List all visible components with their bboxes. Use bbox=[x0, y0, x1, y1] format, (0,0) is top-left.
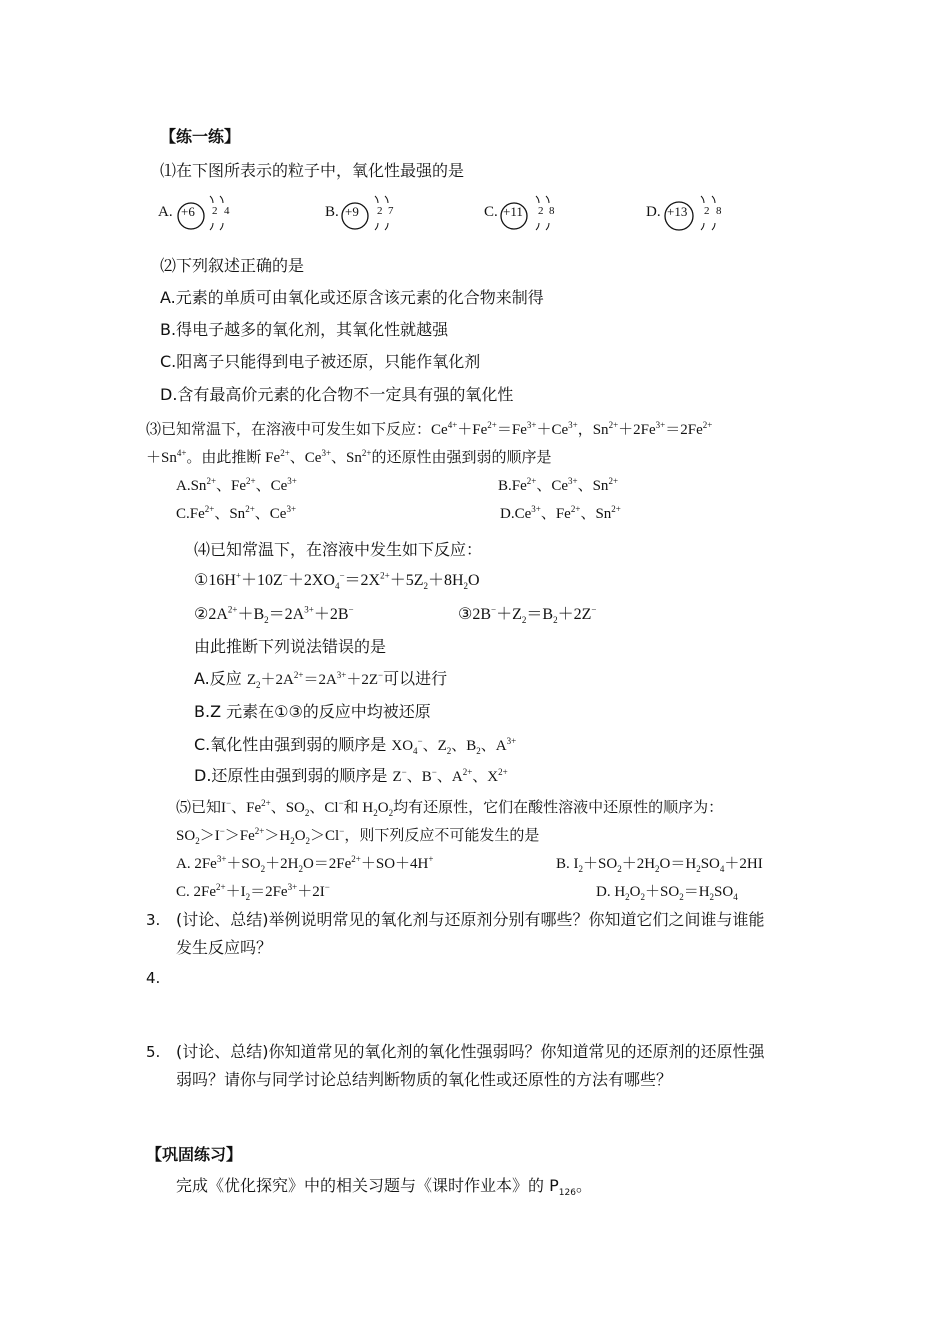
q5-line-2: $SO_2>I^->Fe^{2+}>H_2O_2>Cl^-$，则下列反应不可能发生的是 bbox=[176, 826, 540, 846]
atom-diagram-c bbox=[484, 190, 584, 240]
q3-option-d: $D.Ce^{3+}$、$Fe^{2+}$、$Sn^{2+}$ bbox=[500, 504, 621, 522]
option-label: D. bbox=[500, 506, 515, 522]
q4-question: 由此推断下列说法错误的是 bbox=[194, 637, 387, 656]
atom-diagram-b bbox=[325, 190, 425, 240]
atom-nucleus: +11 bbox=[503, 204, 523, 219]
option-text: D.还原性由强到弱的顺序是 bbox=[194, 766, 393, 785]
q3-option-c: $C.Fe^{2+}$、$Sn^{2+}$、$Ce^{3+}$ bbox=[176, 504, 297, 522]
shell-1-count: 2 bbox=[377, 205, 383, 217]
atom-label: A. bbox=[158, 204, 173, 220]
q3-intro: 已知常温下，在溶液中可发生如下反应： bbox=[161, 422, 432, 438]
q5-option-a: A. $2Fe^{3+}+SO_2+2H_2O=2Fe^{2+}+SO+4H^+$ bbox=[176, 854, 434, 874]
item-3-number: 3. bbox=[146, 911, 161, 929]
item-5-line-2: 弱吗？请你与同学讨论总结判断物质的氧化性或还原性的方法有哪些？ bbox=[176, 1070, 673, 1089]
atom-label: D. bbox=[646, 204, 661, 220]
q5-intro: 已知 bbox=[191, 800, 222, 816]
shell-2-count: 4 bbox=[224, 205, 230, 217]
item-4-number: 4. bbox=[146, 969, 161, 987]
q4-option-d: D.还原性由强到弱的顺序是 Z−、B−、$A^{2+}$、$X^{2+}$ bbox=[194, 766, 508, 785]
reaction-number: ② bbox=[194, 606, 209, 623]
shell-2-count: 8 bbox=[716, 205, 722, 217]
q4-option-a: A.反应 $Z_2+2A^{2+}=2A^{3+}+2Z^-$可以进行 bbox=[194, 669, 448, 690]
option-text: 可以进行 bbox=[383, 669, 448, 688]
reaction-number: ③ bbox=[458, 606, 473, 623]
homework-page: 126 bbox=[558, 1188, 576, 1199]
q3-question: 的还原性由强到弱的顺序是 bbox=[371, 450, 552, 466]
atom-option-c bbox=[484, 190, 584, 240]
option-label: B. bbox=[498, 478, 512, 494]
q5-line-1: ⑸已知I−、$Fe^{2+}$、$SO_2$、Cl−和 $H_2O_2$均有还原性，它们在酸性溶液中还原性的顺序为： bbox=[176, 798, 724, 818]
q1-stem: ⑴在下图所表示的粒子中，氧化性最强的是 bbox=[160, 161, 465, 180]
q5-option-b: B. $I_2+SO_2+2H_2O=H_2SO_4+2HI$ bbox=[556, 856, 763, 874]
q3-line-2: $+Sn^{4+}$。由此推断 $Fe^{2+}$、$Ce^{3+}$、$Sn^{2+}$的还原性由强到弱的顺序是 bbox=[146, 448, 552, 466]
shell-2-count: 8 bbox=[549, 205, 555, 217]
atom-diagram-a bbox=[158, 190, 258, 240]
option-label: C. bbox=[176, 506, 190, 522]
q2-option-b: B.得电子越多的氧化剂，其氧化性就越强 bbox=[160, 320, 449, 339]
q5-option-d: D. $H_2O_2+SO_2=H_2SO_4$ bbox=[596, 884, 738, 902]
q5-question: ，则下列反应不可能发生的是 bbox=[344, 828, 540, 844]
q3-line-1: ⑶已知常温下，在溶液中可发生如下反应：$Ce^{4+}+Fe^{2+}=Fe^{3+}+Ce^{3+}$，$Sn^{2+}+2Fe^{3+}=2Fe^{2+}$ bbox=[146, 420, 713, 438]
section-title-practice: 【练一练】 bbox=[160, 127, 241, 146]
q4-reaction-3: $③2B^-+Z_2=B_2+2Z^-$ bbox=[458, 604, 597, 626]
shell-1-count: 2 bbox=[212, 205, 218, 217]
q4-reaction-1: $①16H^++10Z^-+2XO_4^-=2X^{2+}+5Z_2+8H_2O$ bbox=[194, 570, 480, 592]
atom-label: B. bbox=[325, 204, 339, 220]
q2-option-d: D.含有最高价元素的化合物不一定具有强的氧化性 bbox=[160, 385, 514, 404]
option-text: A.反应 bbox=[194, 669, 247, 688]
reaction-number: ① bbox=[194, 572, 209, 589]
atom-diagram-d bbox=[646, 190, 746, 240]
shell-2-count: 7 bbox=[388, 205, 394, 217]
item-5-line-1: (讨论、总结)你知道常见的氧化剂的氧化性强弱吗？你知道常见的还原剂的还原性强 bbox=[176, 1042, 765, 1061]
atom-option-b bbox=[325, 190, 425, 240]
option-label: A. bbox=[176, 478, 191, 494]
q5-intro-cont: 均有还原性，它们在酸性溶液中还原性的顺序为： bbox=[393, 800, 724, 816]
q2-stem: ⑵下列叙述正确的是 bbox=[160, 256, 305, 275]
homework-end: 。 bbox=[575, 1176, 592, 1195]
item-3-line-2: 发生反应吗？ bbox=[176, 938, 273, 957]
homework-line bbox=[176, 1176, 592, 1199]
item-5-number: 5. bbox=[146, 1043, 161, 1061]
q5-number: ⑸ bbox=[176, 800, 192, 816]
item-3-line-1: (讨论、总结)举例说明常见的氧化剂与还原剂分别有哪些？你知道它们之间谁与谁能 bbox=[176, 910, 765, 929]
shell-1-count: 2 bbox=[704, 205, 710, 217]
shell-1-count: 2 bbox=[538, 205, 544, 217]
q4-reaction-2: $②2A^{2+}+B_2=2A^{3+}+2B^-$ bbox=[194, 604, 354, 626]
q2-option-a: A.元素的单质可由氧化或还原含该元素的化合物来制得 bbox=[160, 288, 544, 307]
atom-label: C. bbox=[484, 204, 498, 220]
atom-option-a bbox=[158, 190, 258, 240]
atom-nucleus: +13 bbox=[667, 204, 688, 219]
homework-text: 完成《优化探究》中的相关习题与《课时作业本》的 P bbox=[176, 1176, 559, 1195]
q3-number: ⑶ bbox=[146, 422, 162, 438]
atom-nucleus: +6 bbox=[181, 204, 195, 219]
q5-option-c: C. $2Fe^{2+}+I_2=2Fe^{3+}+2I^-$ bbox=[176, 882, 330, 902]
q4-option-c: C.氧化性由强到弱的顺序是 $XO_4^-$、$Z_2$、$B_2$、$A^{3+}$ bbox=[194, 735, 517, 756]
q4-option-b: B.Z 元素在①③的反应中均被还原 bbox=[194, 702, 431, 721]
section-title-consolidate: 【巩固练习】 bbox=[146, 1145, 243, 1164]
q3-option-b: $B.Fe^{2+}$、$Ce^{3+}$、$Sn^{2+}$ bbox=[498, 476, 619, 494]
q3-option-a: $A.Sn^{2+}$、$Fe^{2+}$、$Ce^{3+}$ bbox=[176, 476, 297, 494]
option-text: C.氧化性由强到弱的顺序是 bbox=[194, 735, 392, 754]
q4-intro: ⑷已知常温下，在溶液中发生如下反应： bbox=[194, 540, 483, 559]
q2-option-c: C.阳离子只能得到电子被还原，只能作氧化剂 bbox=[160, 352, 481, 371]
atom-nucleus: +9 bbox=[345, 204, 359, 219]
atom-option-d bbox=[646, 190, 746, 240]
